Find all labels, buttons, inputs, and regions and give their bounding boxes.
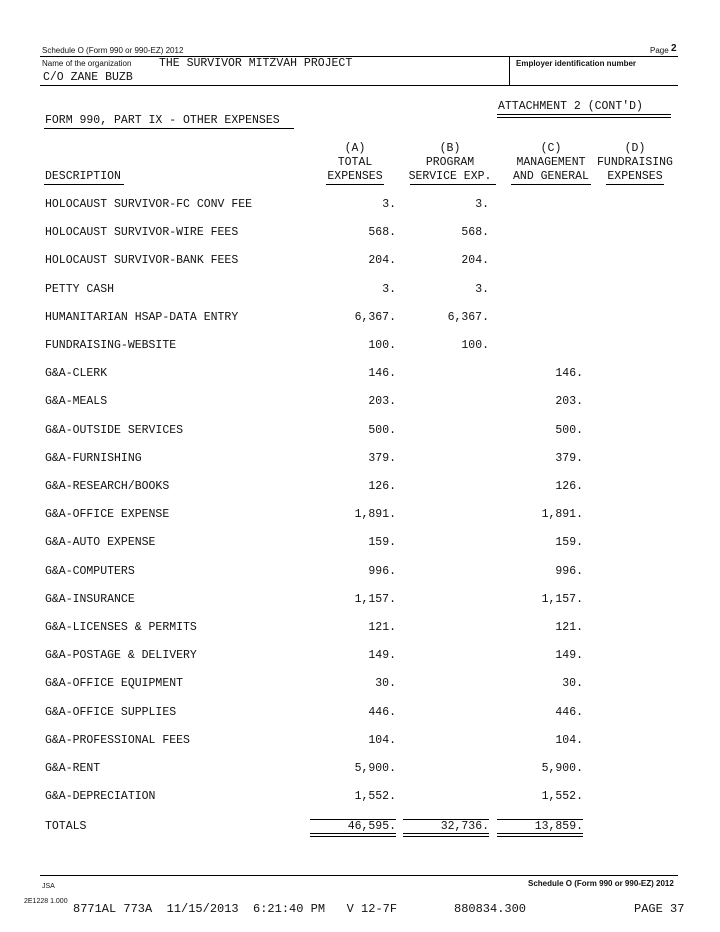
row-description: G&A-AUTO EXPENSE (45, 536, 156, 549)
row-amount-col-c: 203. (555, 395, 583, 408)
row-description: PETTY CASH (45, 283, 115, 296)
row-amount-col-c: 379. (555, 452, 583, 465)
row-amount-col-a: 500. (368, 424, 396, 437)
row-amount-col-b: 6,367. (447, 311, 489, 324)
row-amount-col-a: 3. (382, 198, 396, 211)
total-a-rule-1 (310, 833, 396, 834)
col-d-underline (606, 184, 664, 185)
row-amount-col-a: 3. (382, 283, 396, 296)
row-amount-col-c: 104. (555, 734, 583, 747)
col-a-underline (326, 184, 384, 185)
row-description: G&A-INSURANCE (45, 593, 135, 606)
row-description: G&A-POSTAGE & DELIVERY (45, 649, 197, 662)
row-description: G&A-MEALS (45, 395, 108, 408)
row-description: G&A-COMPUTERS (45, 565, 135, 578)
row-amount-col-b: 100. (461, 339, 489, 352)
row-amount-col-c: 5,900. (541, 762, 583, 775)
row-amount-col-a: 159. (368, 536, 396, 549)
col-a-line1: (A) (344, 142, 366, 155)
row-description: HOLOCAUST SURVIVOR-BANK FEES (45, 254, 239, 267)
row-amount-col-a: 1,891. (354, 508, 396, 521)
row-description: G&A-RENT (45, 762, 101, 775)
row-description: G&A-OFFICE EXPENSE (45, 508, 170, 521)
row-amount-col-a: 203. (368, 395, 396, 408)
total-c-rule-2 (497, 836, 583, 837)
description-underline (44, 184, 124, 185)
col-header-description: DESCRIPTION (45, 170, 121, 183)
col-b-underline (410, 184, 496, 185)
row-description: G&A-FURNISHING (45, 452, 142, 465)
total-c-rule-1 (497, 833, 583, 834)
attachment-label: ATTACHMENT 2 (CONT'D) (498, 100, 643, 113)
row-amount-col-c: 446. (555, 706, 583, 719)
row-amount-col-b: 3. (475, 283, 489, 296)
total-a-value: 46,595. (347, 820, 396, 833)
row-amount-col-a: 1,552. (354, 790, 396, 803)
row-amount-col-c: 1,157. (541, 593, 583, 606)
col-c-line1: (C) (540, 142, 562, 155)
total-b-rule-1 (403, 833, 489, 834)
row-description: FUNDRAISING-WEBSITE (45, 339, 177, 352)
row-description: G&A-OFFICE EQUIPMENT (45, 677, 184, 690)
col-d-line3: EXPENSES (607, 170, 663, 183)
row-amount-col-a: 446. (368, 706, 396, 719)
row-amount-col-c: 121. (555, 621, 583, 634)
org-name-line2: C/O ZANE BUZB (43, 71, 133, 84)
col-b-line2: PROGRAM (425, 156, 475, 169)
col-c-line3: AND GENERAL (513, 170, 589, 183)
org-name-label: Name of the organization (42, 59, 132, 68)
row-amount-col-b: 204. (461, 254, 489, 267)
row-amount-col-c: 996. (555, 565, 583, 578)
row-amount-col-a: 1,157. (354, 593, 396, 606)
ein-divider (509, 56, 510, 85)
row-amount-col-a: 149. (368, 649, 396, 662)
section-title-underline (44, 128, 294, 129)
col-c-line2: MANAGEMENT (516, 156, 586, 169)
col-b-line3: SERVICE EXP. (408, 170, 492, 183)
row-amount-col-c: 159. (555, 536, 583, 549)
col-a-line3: EXPENSES (327, 170, 383, 183)
row-amount-col-c: 146. (555, 367, 583, 380)
row-description: HOLOCAUST SURVIVOR-FC CONV FEE (45, 198, 253, 211)
row-amount-col-c: 149. (555, 649, 583, 662)
form-code: 2E1228 1.000 (24, 898, 68, 905)
row-description: G&A-RESEARCH/BOOKS (45, 480, 170, 493)
row-amount-col-b: 568. (461, 226, 489, 239)
total-b-rule-2 (403, 836, 489, 837)
schedule-title: Schedule O (Form 990 or 990-EZ) 2012 (42, 46, 184, 55)
row-amount-col-a: 100. (368, 339, 396, 352)
row-description: HUMANITARIAN HSAP-DATA ENTRY (45, 311, 239, 324)
row-amount-col-a: 204. (368, 254, 396, 267)
row-amount-col-b: 3. (475, 198, 489, 211)
row-amount-col-a: 121. (368, 621, 396, 634)
jsa-label: JSA (42, 883, 55, 890)
row-description: G&A-LICENSES & PERMITS (45, 621, 197, 634)
row-description: HOLOCAUST SURVIVOR-WIRE FEES (45, 226, 239, 239)
col-c-underline (511, 184, 591, 185)
row-description: G&A-OFFICE SUPPLIES (45, 706, 177, 719)
row-description: G&A-OUTSIDE SERVICES (45, 424, 184, 437)
total-a-rule-2 (310, 836, 396, 837)
row-amount-col-a: 126. (368, 480, 396, 493)
col-d-line2: FUNDRAISING (597, 156, 673, 169)
row-amount-col-c: 30. (562, 677, 583, 690)
row-amount-col-c: 1,552. (541, 790, 583, 803)
print-line: 8771AL 773A 11/15/2013 6:21:40 PM V 12-7F (73, 902, 398, 916)
footer-rule (40, 875, 678, 876)
reference-number: 880834.300 (454, 902, 527, 916)
page-count: PAGE 37 (634, 902, 685, 916)
totals-label: TOTALS (45, 820, 87, 833)
row-description: G&A-DEPRECIATION (45, 790, 156, 803)
row-amount-col-a: 379. (368, 452, 396, 465)
ein-label: Employer identification number (516, 59, 637, 68)
row-description: G&A-CLERK (45, 367, 108, 380)
col-d-line1: (D) (624, 142, 646, 155)
row-amount-col-a: 5,900. (354, 762, 396, 775)
attachment-rule-1 (497, 114, 671, 115)
total-c-value: 13,859. (534, 820, 583, 833)
col-b-line1: (B) (439, 142, 461, 155)
row-amount-col-c: 126. (555, 480, 583, 493)
total-b-value: 32,736. (440, 820, 489, 833)
row-amount-col-a: 996. (368, 565, 396, 578)
header-bottom-rule (40, 85, 678, 86)
row-amount-col-a: 104. (368, 734, 396, 747)
footer-schedule-title: Schedule O (Form 990 or 990-EZ) 2012 (528, 879, 674, 888)
row-amount-col-a: 6,367. (354, 311, 396, 324)
attachment-rule-2 (497, 117, 671, 118)
header-rule (40, 56, 678, 57)
row-amount-col-c: 500. (555, 424, 583, 437)
page-number: 2 (671, 43, 677, 54)
row-amount-col-c: 1,891. (541, 508, 583, 521)
row-description: G&A-PROFESSIONAL FEES (45, 734, 190, 747)
org-name: THE SURVIVOR MITZVAH PROJECT (159, 57, 353, 70)
col-a-line2: TOTAL (337, 156, 373, 169)
row-amount-col-a: 146. (368, 367, 396, 380)
section-title: FORM 990, PART IX - OTHER EXPENSES (45, 114, 280, 127)
row-amount-col-a: 30. (375, 677, 396, 690)
page-label: Page (650, 46, 669, 55)
row-amount-col-a: 568. (368, 226, 396, 239)
